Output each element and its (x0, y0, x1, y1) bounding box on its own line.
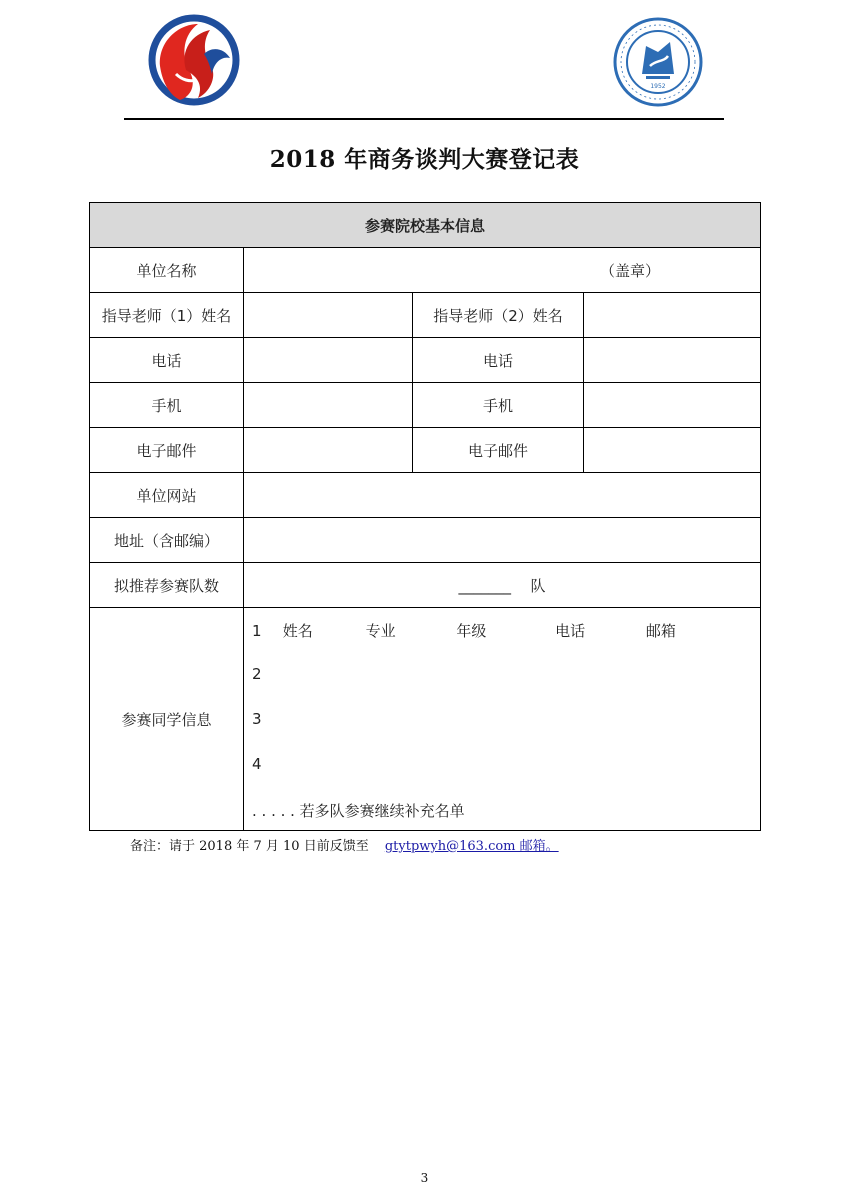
phone1-field[interactable] (244, 338, 413, 383)
student-row (252, 755, 760, 800)
student-row-number: 3 (252, 710, 262, 728)
website-field[interactable] (244, 473, 761, 518)
seal-year: 1952 (650, 83, 666, 90)
students-field[interactable] (244, 608, 761, 831)
column-phone: 电话 (555, 622, 586, 640)
registration-form (89, 202, 761, 831)
footnote-text: 备注：请于 2018 年 7 月 10 日前反馈至 (130, 839, 369, 854)
student-row-number: 4 (252, 755, 262, 773)
footnote (130, 835, 559, 854)
university-seal-icon (612, 16, 704, 108)
advisor1-label: 指导老师（1）姓名 (90, 293, 244, 338)
students-label: 参赛同学信息 (90, 608, 244, 831)
student-row-number: 2 (252, 665, 262, 683)
student-row (252, 710, 760, 755)
section-header: 参赛院校基本信息 (90, 203, 761, 248)
website-label: 单位网站 (90, 473, 244, 518)
flame-logo-icon (146, 14, 242, 106)
teams-unit: 队 (530, 576, 546, 595)
email-link[interactable]: gtytpwyh@163.com 邮箱。 (384, 839, 559, 854)
page-number: 3 (420, 1171, 429, 1185)
email1-label: 电子邮件 (90, 428, 244, 473)
address-field[interactable] (244, 518, 761, 563)
email2-label: 电子邮件 (413, 428, 584, 473)
advisor2-field[interactable] (584, 293, 761, 338)
unit-name-label: 单位名称 (90, 248, 244, 293)
address-label: 地址（含邮编） (90, 518, 244, 563)
advisor2-label: 指导老师（2）姓名 (413, 293, 584, 338)
teams-field[interactable] (244, 563, 761, 608)
phone1-label: 电话 (90, 338, 244, 383)
student-row-number: 1 (252, 622, 262, 640)
mobile1-label: 手机 (90, 383, 244, 428)
mobile2-label: 手机 (413, 383, 584, 428)
stamp-label: （盖章） (600, 261, 661, 280)
unit-name-field[interactable] (244, 248, 761, 293)
document-title: 2018 年商务谈判大赛登记表 (269, 146, 580, 173)
advisor1-field[interactable] (244, 293, 413, 338)
teams-label: 拟推荐参赛队数 (90, 563, 244, 608)
header-rule (124, 118, 724, 120)
column-name: 姓名 (282, 622, 313, 640)
column-grade: 年级 (456, 622, 487, 640)
phone2-label: 电话 (413, 338, 584, 383)
right-logo (612, 16, 704, 108)
mobile2-field[interactable] (584, 383, 761, 428)
student-row (252, 620, 760, 665)
teams-blank: _______ (458, 576, 511, 595)
mobile1-field[interactable] (244, 383, 413, 428)
left-logo (146, 14, 242, 106)
students-more-note: . . . . . 若多队参赛继续补充名单 (252, 802, 465, 820)
student-row (252, 665, 760, 710)
email2-field[interactable] (584, 428, 761, 473)
email1-field[interactable] (244, 428, 413, 473)
column-major: 专业 (365, 622, 396, 640)
phone2-field[interactable] (584, 338, 761, 383)
column-email: 邮箱 (645, 622, 676, 640)
